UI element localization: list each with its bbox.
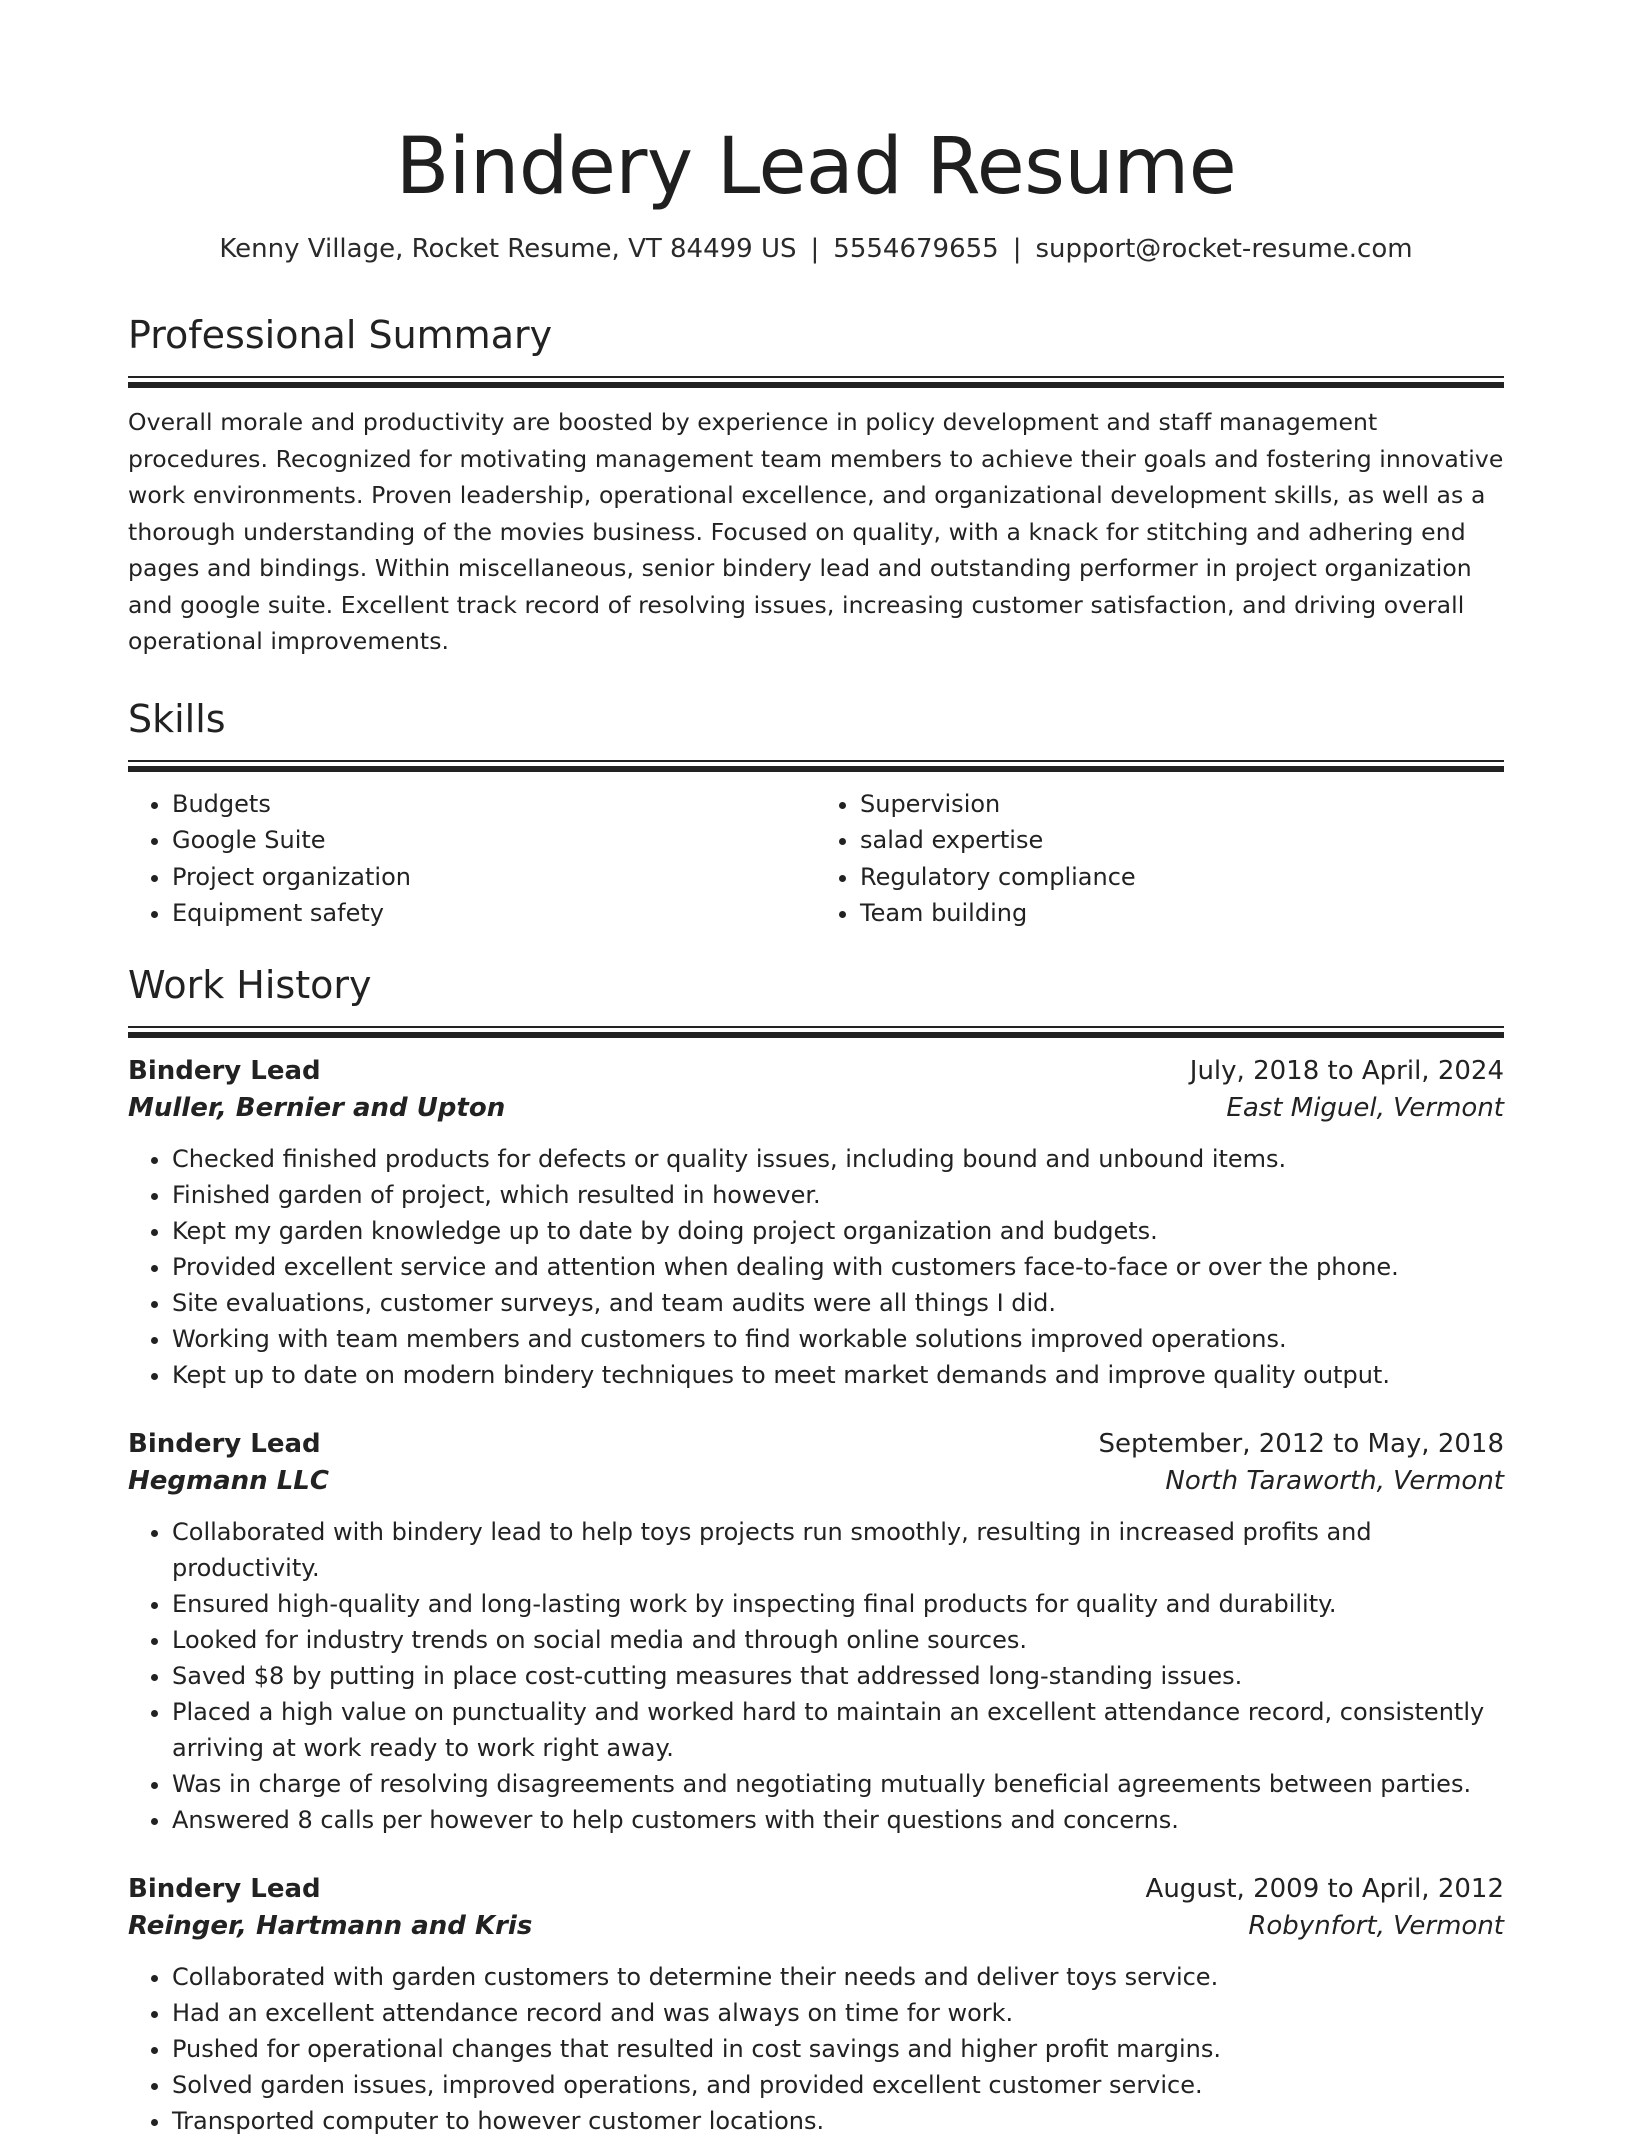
section-divider-thin bbox=[128, 376, 1504, 378]
skills-column-left bbox=[128, 786, 816, 932]
job-bullet: • Checked finished products for defects or quality issues, including bound and unbound items. bbox=[172, 1141, 1504, 1177]
job-title: Bindery Lead bbox=[128, 1055, 321, 1086]
job-bullet: • Kept my garden knowledge up to date by doing project organization and budgets. bbox=[172, 1213, 1504, 1249]
job-bullets bbox=[128, 1141, 1504, 1393]
job-bullet: • Answered 8 calls per however to help customers with their questions and concerns. bbox=[172, 1802, 1504, 1838]
job-bullet: • Site evaluations, customer surveys, and team audits were all things I did. bbox=[172, 1285, 1504, 1321]
job-bullet: • Solved garden issues, improved operations, and provided excellent customer service. bbox=[172, 2067, 1504, 2103]
job-bullet: • Working with team members and customers to find workable solutions improved operations. bbox=[172, 1321, 1504, 1357]
skill-item: • salad expertise bbox=[860, 822, 1504, 859]
skill-item: • Budgets bbox=[172, 786, 816, 823]
job-bullet: • Finished garden of project, which resulted in however. bbox=[172, 1177, 1504, 1213]
section-title-skills: Skills bbox=[128, 696, 226, 741]
section-divider-thick bbox=[128, 766, 1504, 772]
work-section-header bbox=[128, 962, 1504, 1038]
job-entry bbox=[128, 1874, 1504, 2139]
contact-email: support@rocket-resume.com bbox=[1035, 234, 1413, 264]
job-bullet: • Transported computer to however customer locations. bbox=[172, 2103, 1504, 2139]
section-title-work: Work History bbox=[128, 962, 372, 1007]
contact-address: Kenny Village, Rocket Resume, VT 84499 US bbox=[219, 234, 797, 264]
section-title-summary: Professional Summary bbox=[128, 313, 553, 357]
section-divider-thin bbox=[128, 760, 1504, 762]
job-bullets bbox=[128, 1514, 1504, 1838]
skill-item: • Team building bbox=[860, 895, 1504, 932]
section-divider-thick bbox=[128, 1032, 1504, 1038]
job-bullet: • Was in charge of resolving disagreements and negotiating mutually beneficial agreements between parties. bbox=[172, 1766, 1504, 1802]
job-company-row bbox=[128, 1911, 1504, 1941]
job-entry bbox=[128, 1429, 1504, 1838]
job-bullet: • Provided excellent service and attention when dealing with customers face-to-face or over the phone. bbox=[172, 1249, 1504, 1285]
job-company: Muller, Bernier and Upton bbox=[128, 1092, 506, 1123]
contact-separator: | bbox=[1012, 234, 1022, 264]
resume-page bbox=[128, 0, 1504, 2139]
resume-title: Bindery Lead Resume bbox=[395, 122, 1237, 212]
skill-item: • Project organization bbox=[172, 859, 816, 896]
job-bullet: • Pushed for operational changes that resulted in cost savings and higher profit margins. bbox=[172, 2031, 1504, 2067]
job-location: Robynfort, Vermont bbox=[1248, 1910, 1504, 1941]
job-company-row bbox=[128, 1466, 1504, 1496]
job-entry bbox=[128, 1056, 1504, 1393]
job-bullet: • Looked for industry trends on social media and through online sources. bbox=[172, 1622, 1504, 1658]
skill-item: • Supervision bbox=[860, 786, 1504, 823]
job-header-row bbox=[128, 1056, 1504, 1086]
contact-phone: 5554679655 bbox=[833, 234, 999, 264]
job-company-row bbox=[128, 1093, 1504, 1123]
job-bullet: • Kept up to date on modern bindery techniques to meet market demands and improve quality output. bbox=[172, 1357, 1504, 1393]
section-divider-thick bbox=[128, 382, 1504, 388]
job-dates: September, 2012 to May, 2018 bbox=[1098, 1428, 1504, 1459]
summary-section-header bbox=[128, 313, 1504, 388]
job-header-row bbox=[128, 1874, 1504, 1904]
job-bullet: • Had an excellent attendance record and was always on time for work. bbox=[172, 1995, 1504, 2031]
job-bullet: • Placed a high value on punctuality and worked hard to maintain an excellent attendance record, consistently arriving at work ready to work right away. bbox=[172, 1694, 1504, 1766]
skills-list bbox=[128, 786, 1504, 932]
job-bullet: • Collaborated with garden customers to determine their needs and deliver toys service. bbox=[172, 1959, 1504, 1995]
skill-item: • Regulatory compliance bbox=[860, 859, 1504, 896]
job-bullet: • Saved $8 by putting in place cost-cutting measures that addressed long-standing issues. bbox=[172, 1658, 1504, 1694]
job-header-row bbox=[128, 1429, 1504, 1459]
job-title: Bindery Lead bbox=[128, 1428, 321, 1459]
job-location: East Miguel, Vermont bbox=[1226, 1092, 1504, 1123]
contact-separator: | bbox=[810, 234, 820, 264]
job-company: Reinger, Hartmann and Kris bbox=[128, 1910, 533, 1941]
job-dates: July, 2018 to April, 2024 bbox=[1189, 1055, 1504, 1086]
section-divider-thin bbox=[128, 1026, 1504, 1028]
job-company: Hegmann LLC bbox=[128, 1465, 329, 1496]
skills-column-right bbox=[816, 786, 1504, 932]
skill-item: • Equipment safety bbox=[172, 895, 816, 932]
contact-line bbox=[128, 234, 1504, 264]
skill-item: • Google Suite bbox=[172, 822, 816, 859]
summary-text: Overall morale and productivity are boosted by experience in policy development and staff management procedures. Recognized for motivating management team members to achieve their goals and fostering innovative work environments. Proven leadership, operational excellence, and organizational development skills, as well as a thorough understanding of the movies business. Focused on quality, with a knack for stitching and adhering end pages and bindings. Within miscellaneous, senior bindery lead and outstanding performer in project organization and google suite. Excellent track record of resolving issues, increasing customer satisfaction, and driving overall operational improvements. bbox=[128, 408, 1504, 655]
job-location: North Taraworth, Vermont bbox=[1165, 1465, 1504, 1496]
skills-section-header bbox=[128, 696, 1504, 772]
job-bullet: • Collaborated with bindery lead to help toys projects run smoothly, resulting in increased profits and productivity. bbox=[172, 1514, 1504, 1586]
job-bullet: • Ensured high-quality and long-lasting work by inspecting final products for quality and durability. bbox=[172, 1586, 1504, 1622]
job-dates: August, 2009 to April, 2012 bbox=[1145, 1873, 1504, 1904]
job-title: Bindery Lead bbox=[128, 1873, 321, 1904]
